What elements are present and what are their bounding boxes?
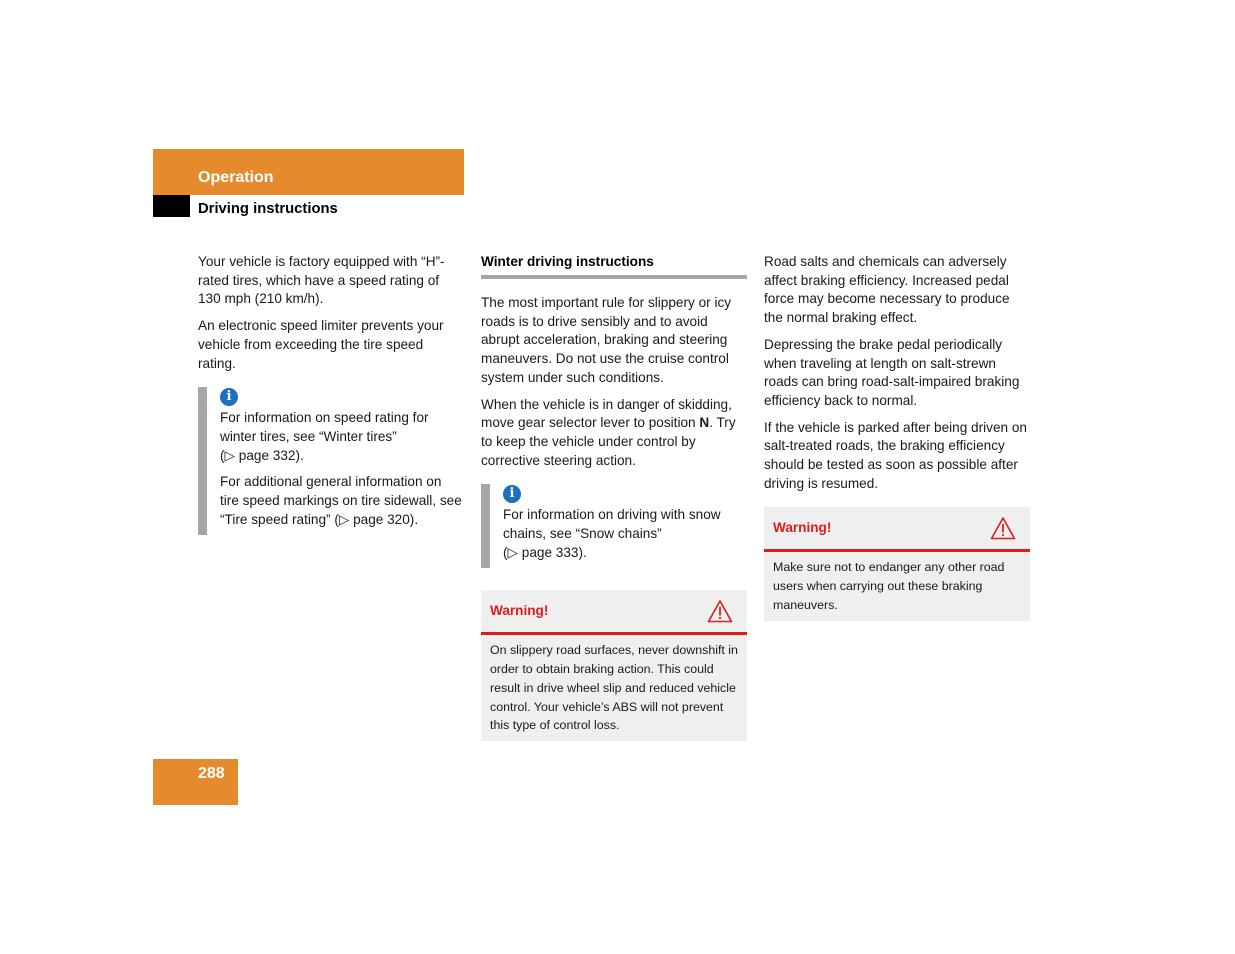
paragraph: Road salts and chemicals can adversely affect braking efficiency. Increased pedal force may become necessary to produce the normal braking effect. <box>764 254 1010 326</box>
page-number-tab <box>153 759 238 805</box>
paragraph: If the vehicle is parked after being driven on salt-treated roads, the braking efficiency should be tested as soon as possible after driving is resumed. <box>764 419 1027 491</box>
header-marker <box>153 195 190 217</box>
section-heading: Winter driving instructions <box>481 253 747 279</box>
warning-box <box>481 590 747 741</box>
info-text: For information on speed rating for winter tires, see “Winter tires” <box>220 410 429 444</box>
info-icon: i <box>503 485 521 503</box>
warning-label: Warning! <box>490 603 549 619</box>
page-reference-link[interactable]: (▷ page 333). <box>503 544 587 560</box>
page-reference-link[interactable]: (▷ page 332). <box>220 447 304 463</box>
warning-text: Make sure not to endanger any other road users when carrying out these braking maneuvers. <box>773 560 1005 612</box>
info-text: For information on driving with snow chains, see “Snow chains” <box>503 507 721 542</box>
paragraph: The most important rule for slippery or icy roads is to drive sensibly and to avoid abrupt acceleration, braking and steering maneuvers. Do not use the cruise control system under such conditions. <box>481 295 732 385</box>
paragraph: An electronic speed limiter prevents your vehicle from exceeding the tire speed rating. <box>198 318 444 371</box>
column-1 <box>198 253 464 557</box>
paragraph: Depressing the brake pedal periodically when traveling at length on salt-strewn roads can bring road-salt-impaired braking efficiency back to normal. <box>764 336 1020 408</box>
column-3 <box>764 253 1030 621</box>
subsection-title: Driving instructions <box>198 201 338 217</box>
warning-triangle-icon <box>707 599 733 623</box>
column-2 <box>481 253 747 741</box>
info-paragraph <box>220 409 464 465</box>
paragraph: Your vehicle is factory equipped with “H”-rated tires, which have a speed rating of 130 mph (210 km/h). <box>198 254 445 307</box>
info-paragraph: For additional general information on tire speed markings on tire sidewall, see “Tire speed rating” (▷ page 320). <box>220 474 462 527</box>
warning-label: Warning! <box>773 520 832 536</box>
gear-position: N <box>699 415 710 431</box>
info-paragraph <box>503 506 747 562</box>
section-title: Operation <box>198 169 274 186</box>
info-box <box>481 484 747 568</box>
warning-box <box>764 507 1030 620</box>
info-box <box>198 387 464 535</box>
warning-triangle-icon <box>990 516 1016 540</box>
warning-text: On slippery road surfaces, never downshift in order to obtain braking action. This could result in drive wheel slip and reduced vehicle control. Your vehicle’s ABS will not prevent this type of control loss. <box>490 643 738 733</box>
warning-header <box>481 590 747 635</box>
info-icon: i <box>220 388 238 406</box>
page-number: 288 <box>198 765 225 782</box>
paragraph: When the vehicle is in danger of skidding, move gear selector lever to position N. Try to keep the vehicle under control by corrective steering action. <box>481 396 736 468</box>
warning-header <box>764 507 1030 552</box>
